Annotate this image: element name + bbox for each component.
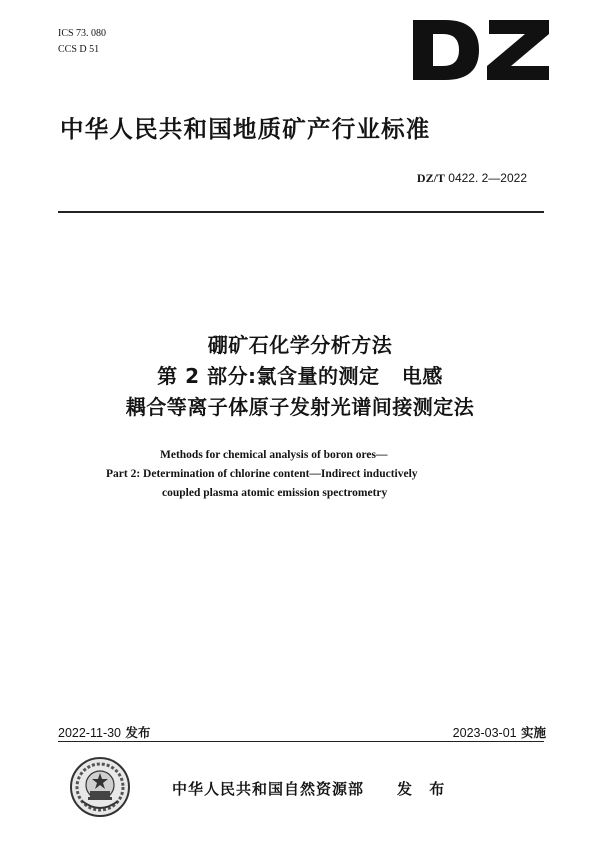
english-title xyxy=(0,446,600,503)
english-title-line-1: Methods for chemical analysis of boron ores— xyxy=(160,449,388,461)
header-divider xyxy=(58,211,544,213)
chinese-title-line-1: 硼矿石化学分析方法 xyxy=(207,333,393,357)
implement-date-value: 2023-03-01 xyxy=(452,726,517,740)
publish-date-label: 发布 xyxy=(125,725,151,740)
implement-date-label: 实施 xyxy=(520,725,546,740)
dz-logo xyxy=(405,14,555,86)
issue-label: 发 布 xyxy=(397,780,451,798)
footer-divider xyxy=(58,741,544,742)
standard-number xyxy=(417,171,527,186)
standard-code: 0422. 2—2022 xyxy=(448,171,527,185)
ics-code: ICS 73. 080 xyxy=(58,28,107,39)
org-title: 中华人民共和国地质矿产行业标准 xyxy=(60,115,431,143)
chinese-title-line-3: 耦合等离子体原子发射光谱间接测定法 xyxy=(125,395,475,419)
publish-date-value: 2022-11-30 xyxy=(58,726,122,740)
english-title-line-3: coupled plasma atomic emission spectrometry xyxy=(162,487,388,499)
issuing-authority: 中华人民共和国自然资源部 xyxy=(172,780,365,798)
classification-codes xyxy=(58,26,106,58)
publish-date xyxy=(58,723,150,741)
chinese-title xyxy=(0,330,600,423)
ccs-code: CCS D 51 xyxy=(58,44,100,55)
chinese-title-line-2: 第 2 部分:氯含量的测定 电感 xyxy=(157,364,443,388)
standard-prefix: DZ/T xyxy=(416,171,445,185)
english-title-line-2: Part 2: Determination of chlorine content—Indirect inductively xyxy=(106,468,418,480)
implement-date xyxy=(453,723,546,741)
national-emblem-icon xyxy=(68,755,132,819)
